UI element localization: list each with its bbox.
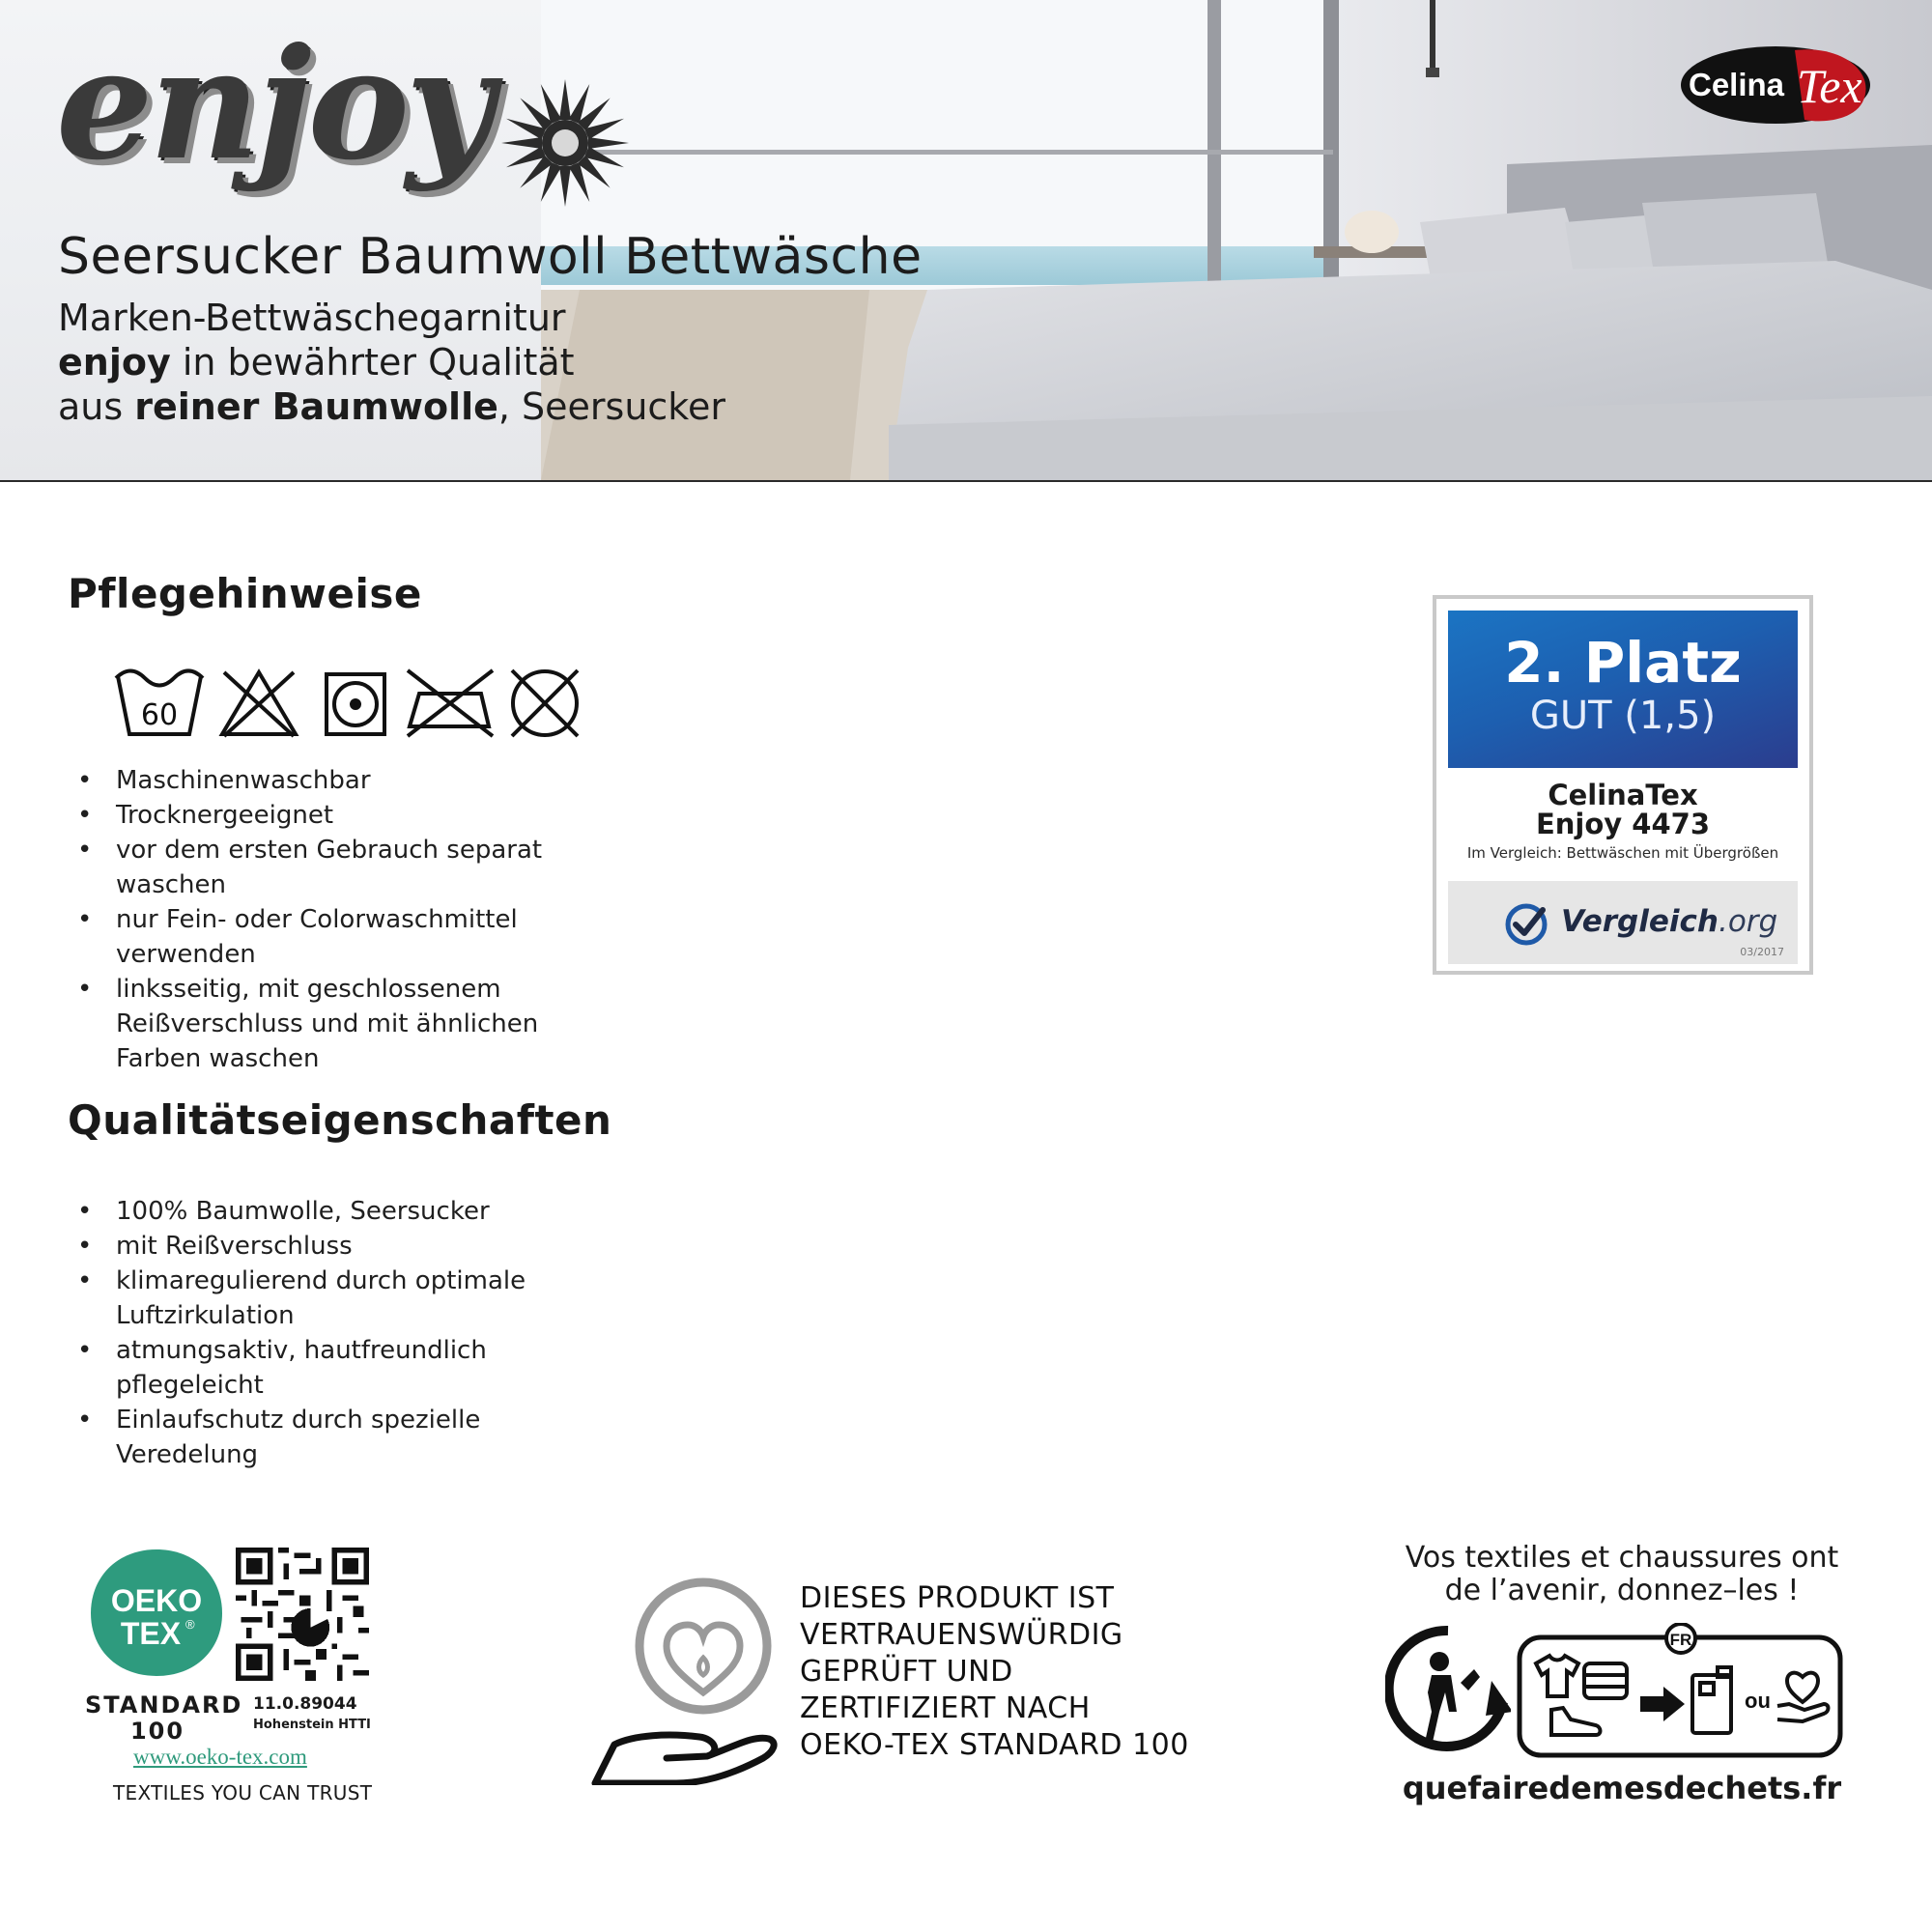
certification-text: DIESES PRODUKT IST VERTRAUENSWÜRDIG GEPRÜFT UND ZERTIFIZIERT NACH OEKO-TEX STANDARD 100 <box>800 1581 1189 1762</box>
svg-text:®: ® <box>185 1617 195 1632</box>
description-line-2: enjoy in bewährter Qualität <box>58 341 575 384</box>
checkmark-icon <box>1504 902 1548 947</box>
vergleich-logo: Vergleich.org <box>1561 904 1778 939</box>
trust-hand-icon <box>589 1573 782 1785</box>
oeko-tex-logo <box>89 1548 224 1678</box>
no-bleach-icon <box>222 672 296 736</box>
award-footer <box>1448 881 1798 964</box>
oeko-standard: STANDARD 100 <box>85 1691 243 1745</box>
svg-text:OEKO: OEKO <box>110 1583 203 1618</box>
wash-60-icon <box>116 671 203 735</box>
list-item: • Trocknergeeignet <box>68 798 570 833</box>
recycling-url[interactable]: quefairedemesdechets.fr <box>1402 1770 1842 1806</box>
award-grade: GUT (1,5) <box>1529 694 1717 738</box>
list-item: • nur Fein- oder Colorwaschmittel verwenden <box>68 902 570 972</box>
quality-list <box>68 1194 570 1472</box>
list-item: • vor dem ersten Gebrauch separat waschen <box>68 833 570 902</box>
care-symbols <box>114 667 587 740</box>
svg-text:60: 60 <box>140 698 179 732</box>
list-item: • 100% Baumwolle, Seersucker <box>68 1194 570 1229</box>
quality-heading: Qualitätseigenschaften <box>68 1096 612 1144</box>
list-item: • Einlaufschutz durch spezielle Veredelung <box>68 1403 570 1472</box>
vergleich-award-badge <box>1433 595 1813 975</box>
award-comparison: Im Vergleich: Bettwäschen mit Übergrößen <box>1466 844 1779 862</box>
oeko-tagline: TEXTILES YOU CAN TRUST <box>113 1781 373 1804</box>
qr-code <box>236 1548 369 1681</box>
care-heading: Pflegehinweise <box>68 570 422 617</box>
list-item: • mit Reißverschluss <box>68 1229 570 1264</box>
award-date: 03/2017 <box>1740 946 1784 958</box>
award-product-brand: CelinaTex <box>1548 779 1698 811</box>
description-line-1: Marken-Bettwäschegarnitur <box>58 297 566 339</box>
svg-text:Celina: Celina <box>1689 67 1785 102</box>
celinatex-logo <box>1679 44 1872 126</box>
list-item: • atmungsaktiv, hautfreundlich pflegeleicht <box>68 1333 570 1403</box>
svg-text:Tex: Tex <box>1797 59 1862 113</box>
oeko-certificate-number: 11.0.89044 <box>253 1694 357 1714</box>
svg-text:ou: ou <box>1745 1689 1771 1713</box>
list-item: • klimaregulierend durch optimale Luftzirkulation <box>68 1264 570 1333</box>
oeko-tex-link[interactable]: www.oeko-tex.com <box>133 1745 307 1769</box>
product-description <box>58 296 725 429</box>
list-item: • linksseitig, mit geschlossenem Reißverschluss und mit ähnlichen Farben waschen <box>68 972 570 1076</box>
svg-text:TEX: TEX <box>120 1616 182 1651</box>
svg-text:FR: FR <box>1669 1631 1692 1649</box>
description-line-3: aus reiner Baumwolle, Seersucker <box>58 385 725 428</box>
product-title: Seersucker Baumwoll Bettwäsche <box>58 228 923 286</box>
award-rank: 2. Platz <box>1504 630 1742 696</box>
sun-icon <box>497 75 633 211</box>
tumble-dry-icon <box>327 674 384 734</box>
hero-banner <box>0 0 1932 482</box>
oeko-institute: Hohenstein HTTI <box>253 1718 371 1732</box>
enjoy-logo: enjoy <box>56 15 491 194</box>
no-iron-icon <box>408 670 493 736</box>
list-item: • Maschinenwaschbar <box>68 763 570 798</box>
recycling-text: Vos textiles et chaussures ont de l’avenir, donnez–les ! <box>1405 1541 1839 1607</box>
triman-recycle-icon <box>1385 1623 1511 1758</box>
award-header <box>1448 611 1798 768</box>
award-product-model: Enjoy 4473 <box>1535 808 1711 840</box>
care-list <box>68 763 570 1076</box>
recycling-info-box <box>1517 1623 1845 1758</box>
no-dry-clean-icon <box>512 670 578 736</box>
